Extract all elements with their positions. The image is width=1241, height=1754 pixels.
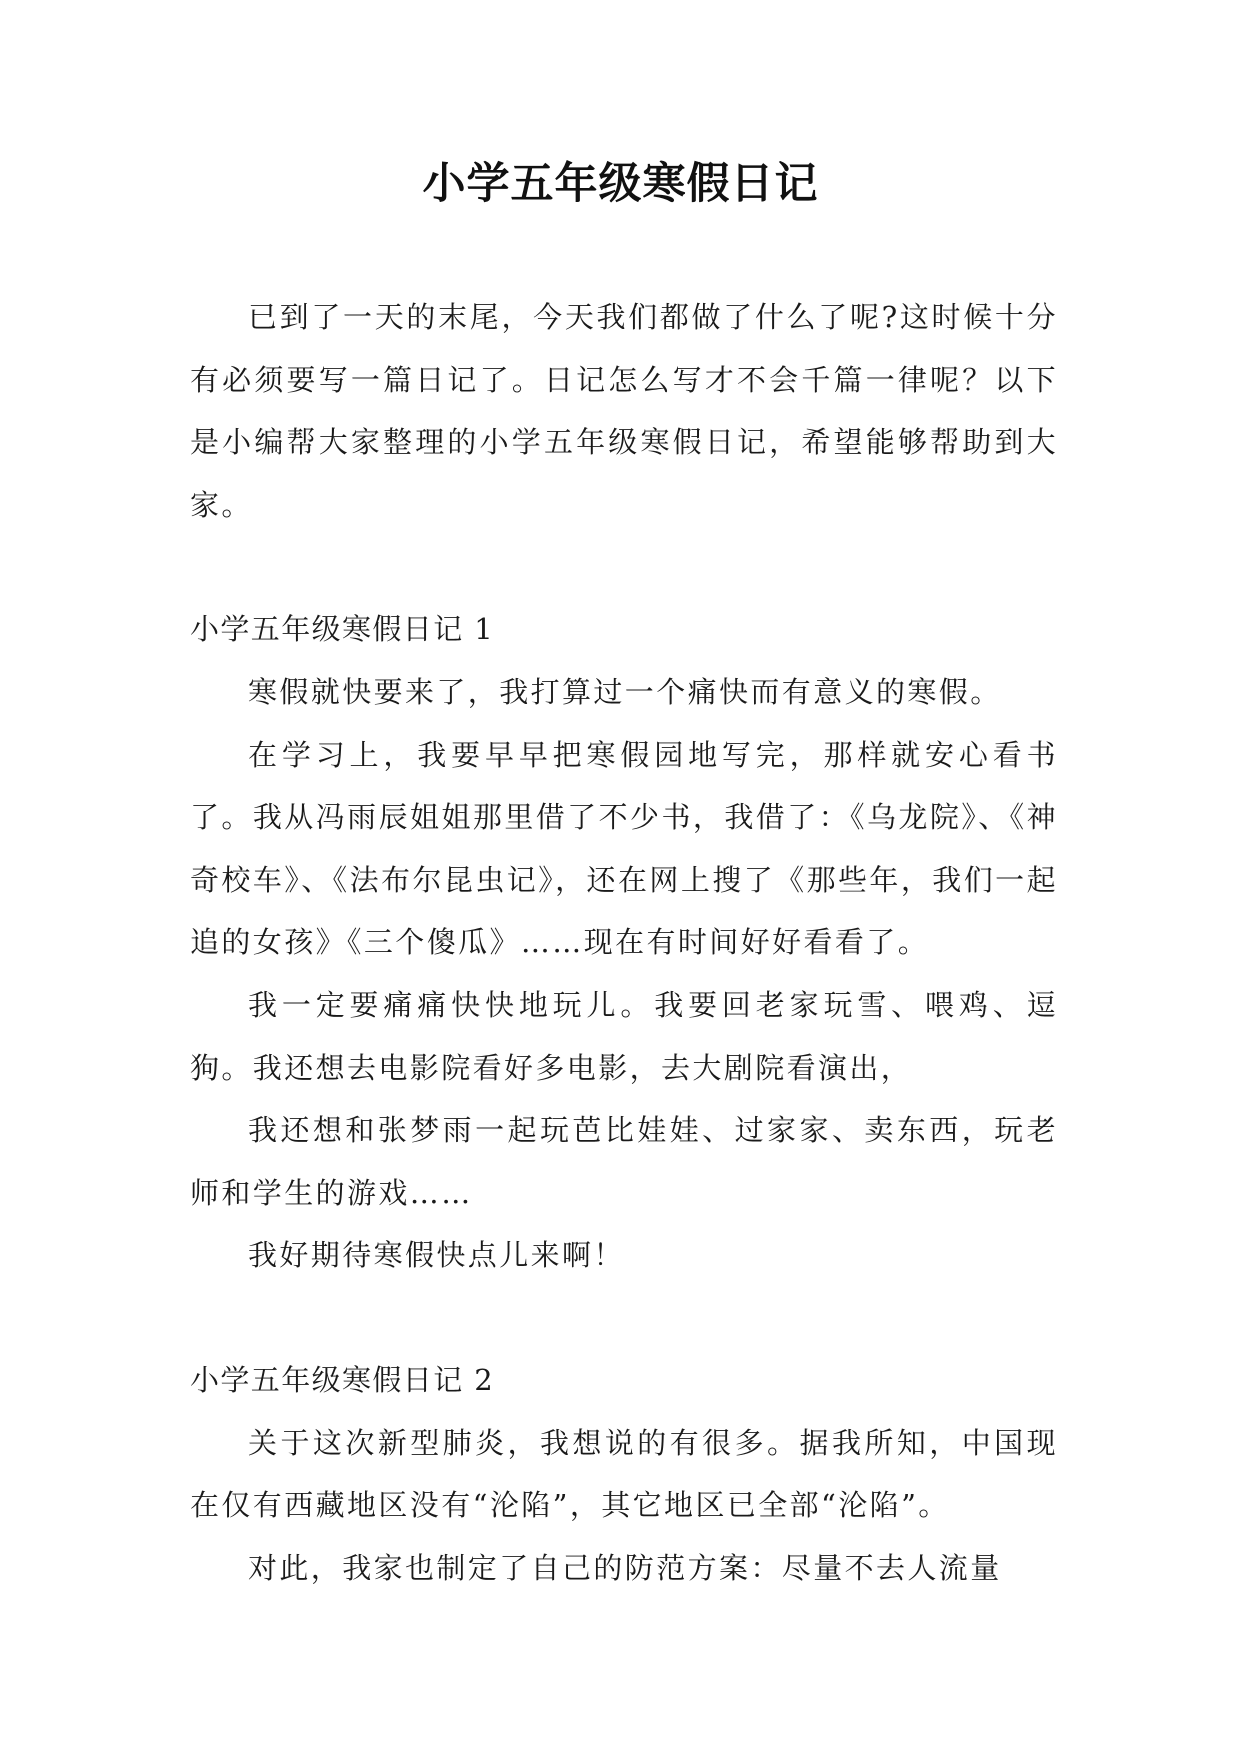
- section-heading: 小学五年级寒假日记 1: [190, 612, 495, 647]
- spacer: [190, 536, 1058, 598]
- document-title: 小学五年级寒假日记: [422, 159, 819, 209]
- paragraph: 在学习上，我要早早把寒假园地写完，那样就安心看书了。我从冯雨辰姐姐那里借了不少书，我借了：《乌龙院》、《神奇校车》、《法布尔昆虫记》，还在网上搜了《那些年，我们一起追的女孩》《三个傻瓜》……现在有时间好好看看了。: [190, 737, 1058, 960]
- paragraph: 我一定要痛痛快快地玩儿。我要回老家玩雪、喂鸡、逗狗。我还想去电影院看好多电影，去大剧院看演出，: [190, 987, 1058, 1085]
- document-body: [190, 286, 1058, 1599]
- spacer: [190, 1287, 1058, 1349]
- paragraph: 关于这次新型肺炎，我想说的有很多。据我所知，中国现在仅有西藏地区没有“沦陷”，其它地区已全部“沦陷”。: [190, 1425, 1058, 1523]
- diary-entry-2: [190, 1349, 1058, 1599]
- paragraph: 我还想和张梦雨一起玩芭比娃娃、过家家、卖东西，玩老师和学生的游戏……: [190, 1113, 1058, 1210]
- paragraph: 对此，我家也制定了自己的防范方案：尽量不去人流量: [248, 1550, 1002, 1585]
- paragraph: 我好期待寒假快点儿来啊！: [248, 1238, 625, 1273]
- intro-paragraph: 已到了一天的末尾，今天我们都做了什么了呢?这时候十分有必须要写一篇日记了。日记怎么写才不会千篇一律呢？以下是小编帮大家整理的小学五年级寒假日记，希望能够帮助到大家。: [190, 300, 1058, 522]
- diary-entry-1: [190, 598, 1058, 1287]
- paragraph: 寒假就快要来了，我打算过一个痛快而有意义的寒假。: [248, 674, 1002, 709]
- section-heading: 小学五年级寒假日记 2: [190, 1362, 495, 1397]
